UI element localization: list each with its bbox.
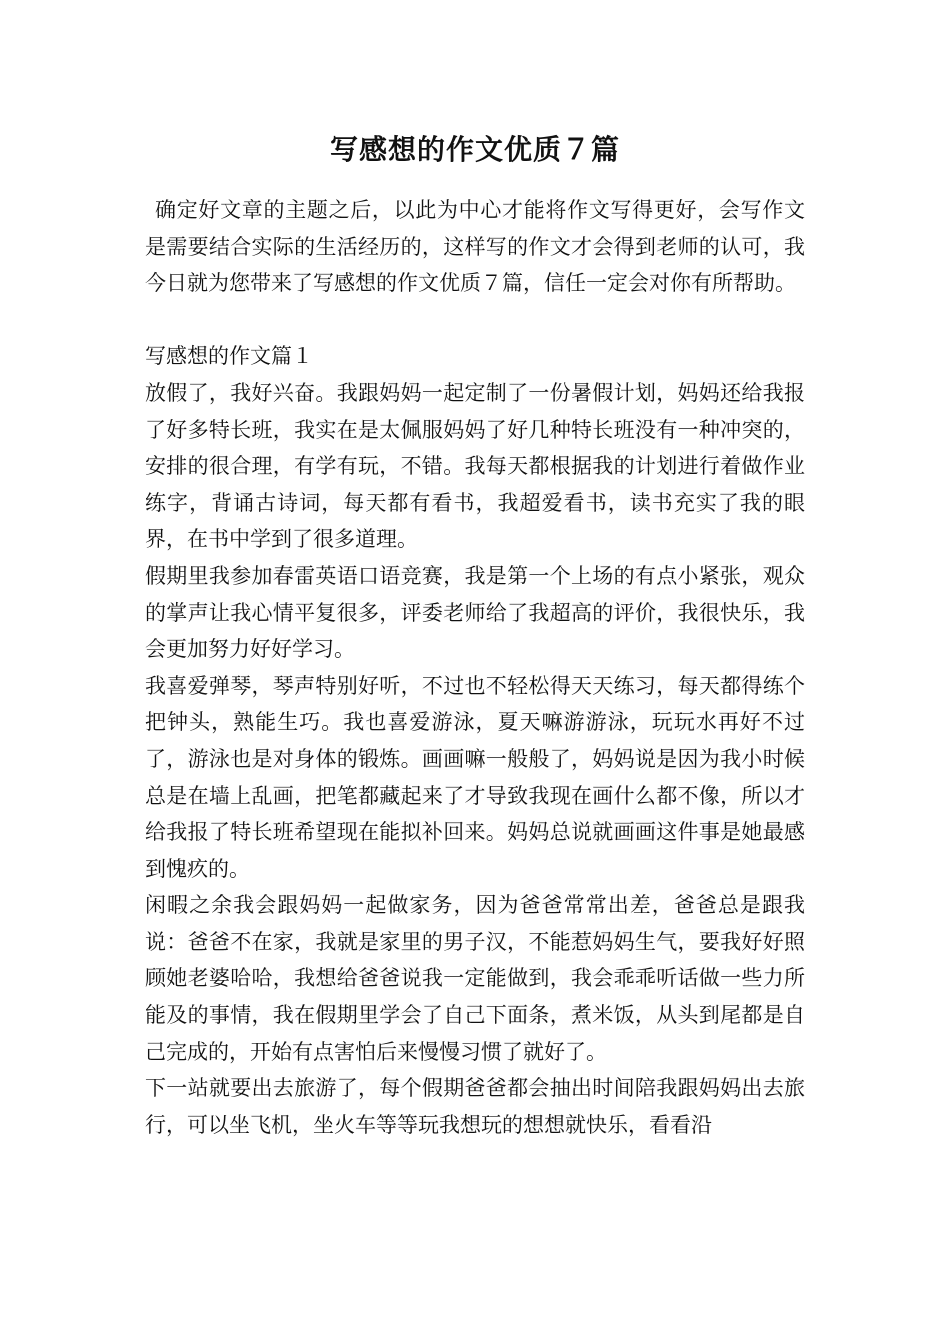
body-paragraph: 闲暇之余我会跟妈妈一起做家务，因为爸爸常常出差，爸爸总是跟我说：爸爸不在家，我就是家里的男子汉，不能惹妈妈生气，要我好好照顾她老婆哈哈，我想给爸爸说我一定能做到，我会乖乖听话做一些力所能及的事情，我在假期里学会了自己下面条，煮米饭，从头到尾都是自己完成的，开始有点害怕后来慢慢习惯了就好了。: [145, 893, 805, 1064]
body-paragraph: 放假了，我好兴奋。我跟妈妈一起定制了一份暑假计划，妈妈还给我报了好多特长班，我实在是太佩服妈妈了好几种特长班没有一种冲突的，安排的很合理，有学有玩，不错。我每天都根据我的计划进行着做作业练字，背诵古诗词，每天都有看书，我超爱看书，读书充实了我的眼界，在书中学到了很多道理。: [145, 380, 805, 552]
body-paragraph: 假期里我参加春雷英语口语竞赛，我是第一个上场的有点小紧张，观众的掌声让我心情平复很多，评委老师给了我超高的评价，我很快乐，我会更加努力好好学习。: [145, 563, 805, 662]
section-heading: 写感想的作文篇１: [145, 344, 313, 369]
document-body: [145, 192, 805, 1143]
intro-paragraph: 确定好文章的主题之后，以此为中心才能将作文写得更好，会写作文是需要结合实际的生活经历的，这样写的作文才会得到老师的认可，我今日就为您带来了写感想的作文优质７篇，信任一定会对你有所帮助。: [145, 198, 805, 296]
body-paragraph: 我喜爱弹琴，琴声特别好听，不过也不轻松得天天练习，每天都得练个把钟头，熟能生巧。我也喜爱游泳，夏天嘛游游泳，玩玩水再好不过了，游泳也是对身体的锻炼。画画嘛一般般了，妈妈说是因为我小时候总是在墙上乱画，把笔都藏起来了才导致我现在画什么都不像，所以才给我报了特长班希望现在能拟补回来。妈妈总说就画画这件事是她最感到愧疚的。: [145, 673, 805, 881]
body-paragraph: 下一站就要出去旅游了，每个假期爸爸都会抽出时间陪我跟妈妈出去旅行，可以坐飞机，坐火车等等玩我想玩的想想就快乐，看看沿: [145, 1076, 805, 1137]
document-title: 写感想的作文优质７篇: [329, 133, 620, 166]
paragraph-spacer: [145, 302, 805, 339]
